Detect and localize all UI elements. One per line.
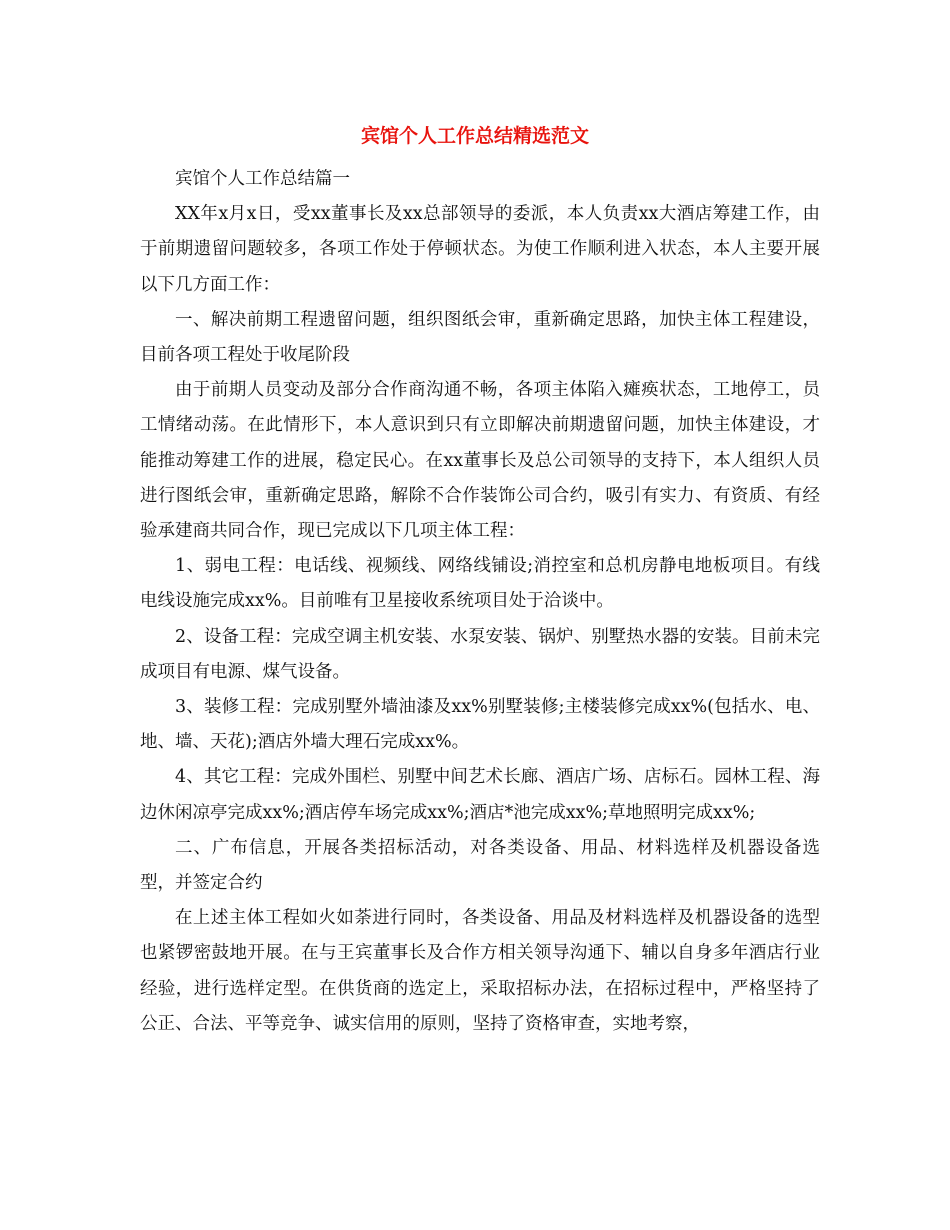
body-paragraph: 由于前期人员变动及部分合作商沟通不畅，各项主体陷入瘫痪状态，工地停工，员工情绪动荡。在此情形下，本人意识到只有立即解决前期遗留问题，加快主体建设，才能推动筹建工作的进展，稳定民心。在xx董事长及总公司领导的支持下，本人组织人员进行图纸会审，重新确定思路，解除不合作装饰公司合约，吸引有实力、有资质、有经验承建商共同合作，现已完成以下几项主体工程： [140, 380, 820, 542]
body-paragraph: XX年x月x日，受xx董事长及xx总部领导的委派，本人负责xx大酒店筹建工作，由于前期遗留问题较多，各项工作处于停顿状态。为使工作顺利进入状态，本人主要开展以下几方面工作： [140, 204, 820, 295]
section-heading: 一、解决前期工程遗留问题，组织图纸会审，重新确定思路，加快主体工程建设，目前各项工程处于收尾阶段 [140, 309, 820, 366]
section-heading: 二、广布信息，开展各类招标活动，对各类设备、用品、材料选样及机器设备选型，并签定合约 [140, 837, 820, 894]
list-item: 1、弱电工程：电话线、视频线、网络线铺设;消控室和总机房静电地板项目。有线电线设施完成xx%。目前唯有卫星接收系统项目处于洽谈中。 [140, 556, 820, 612]
list-item: 4、其它工程：完成外围栏、别墅中间艺术长廊、酒店广场、店标石。园林工程、海边休闲凉亭完成xx%;酒店停车场完成xx%;酒店*池完成xx%;草地照明完成xx%; [140, 767, 820, 823]
section-heading: 宾馆个人工作总结篇一 [175, 169, 350, 189]
document-title: 宾馆个人工作总结精选范文 [360, 125, 589, 147]
body-paragraph: 在上述主体工程如火如荼进行同时，各类设备、用品及材料选样及机器设备的选型也紧锣密鼓地开展。在与王宾董事长及合作方相关领导沟通下、辅以自身多年酒店行业经验，进行选样定型。在供货商的选定上，采取招标办法，在招标过程中，严格坚持了公正、合法、平等竞争、诚实信用的原则，坚持了资格审查，实地考察， [140, 908, 820, 1034]
list-item: 2、设备工程：完成空调主机安装、水泵安装、锅炉、别墅热水器的安装。目前未完成项目有电源、煤气设备。 [140, 626, 820, 682]
list-item: 3、装修工程：完成别墅外墙油漆及xx%别墅装修;主楼装修完成xx%(包括水、电、地、墙、天花);酒店外墙大理石完成xx%。 [140, 697, 820, 753]
document-body [140, 162, 820, 1042]
